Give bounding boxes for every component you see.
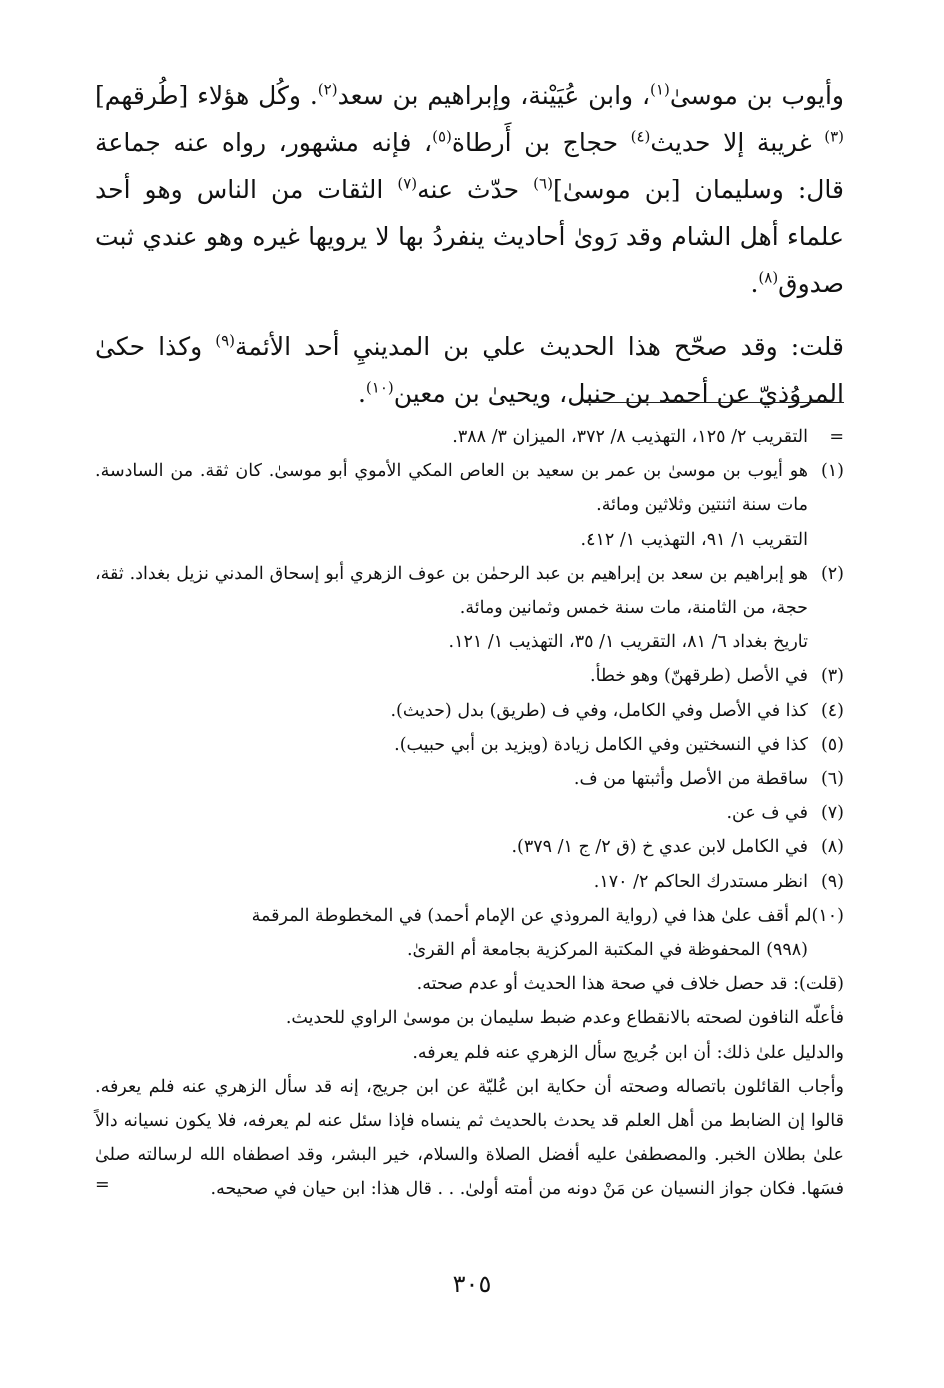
footnote-text: فأعلّه النافون لصحته بالانقطاع وعدم ضبط سليمان بن موسىٰ الراوي للحديث.: [285, 1008, 844, 1029]
footnote-text: في الكامل لابن عدي خ (ق ٢/ ج ١/ ٣٧٩).: [511, 837, 808, 858]
footnote-text: في الأصل (طرقهنّ) وهو خطأ.: [590, 666, 808, 687]
text-run: .: [750, 269, 759, 298]
footnote-text: كذا في الأصل وفي الكامل، وفي ف (طريق) بدل (حديث).: [390, 700, 808, 721]
footnote-number: (٩): [820, 871, 844, 892]
continuation-mark: =: [829, 427, 844, 447]
footnote-separator: [584, 402, 844, 403]
footnote-item: [95, 830, 844, 864]
footnote-ref[interactable]: (٧): [397, 174, 418, 193]
footnote-ref[interactable]: (٨): [758, 268, 779, 287]
footnote-text: ساقطة من الأصل وأثبتها من ف.: [573, 769, 808, 790]
footnote-text: (٩٩٨) المحفوظة في المكتبة المركزية بجامعة أم القرىٰ.: [406, 940, 808, 961]
footnote-text: (قلت): قد حصل خلاف في صحة هذا الحديث أو عدم صحته.: [416, 974, 844, 995]
footnote-number: (٣): [820, 666, 844, 687]
footnote-number: (١): [820, 461, 844, 482]
footnote-text: انظر مستدرك الحاكم ٢/ ١٧٠.: [593, 871, 808, 892]
footnote-ref[interactable]: (١): [650, 80, 670, 99]
footnote-item: [95, 694, 844, 728]
footnote-number: (٦): [820, 769, 844, 790]
footnote-item: [95, 659, 844, 693]
footnote-number: (١٠): [811, 905, 844, 926]
footnote-number: (٥): [820, 734, 844, 755]
text-run: قلت: وقد صحّح هذا الحديث علي بن المدينيِ أحد الأئمة: [235, 332, 844, 361]
footnote-continuation: [95, 420, 844, 454]
text-run: حدّث عنه: [417, 175, 534, 204]
footnote-item-10: [95, 899, 844, 1207]
footnotes: [95, 420, 844, 1207]
footnote-item: [95, 728, 844, 762]
footnote-ref[interactable]: (٢): [317, 80, 338, 99]
footnote-item: [95, 454, 844, 557]
footnote-text: تاريخ بغداد ٦/ ٨١، التقريب ١/ ٣٥، التهذيب ١/ ١٢١.: [448, 632, 808, 653]
footnote-ref[interactable]: (١٠): [365, 378, 394, 397]
footnote-text: في ف عن.: [726, 803, 808, 824]
footnote-item: [95, 762, 844, 796]
text-run: الثقات من الناس وهو أحد علماء أهل الشام وقد رَوىٰ أحاديث ينفردُ بها لا يرويها غيره وهو عندي ثبت صدوق: [95, 175, 844, 298]
text-run: غريبة إلا حديث: [650, 128, 825, 157]
text-run: . وكُل هؤلاء [طُرقهم]: [95, 81, 318, 110]
footnote-text: التقريب ١/ ٩١، التهذيب ١/ ٤١٢.: [580, 529, 808, 550]
footnote-item: [95, 865, 844, 899]
footnote-ref[interactable]: (٦): [533, 174, 553, 193]
footnote-text: والدليل علىٰ ذلك: أن ابن جُريج سأل الزهري عنه فلم يعرفه.: [412, 1042, 844, 1063]
text-run: ، وابن عُيَيْنة، وإبراهيم بن سعد: [337, 81, 651, 110]
page-number: ٣٠٥: [452, 1270, 492, 1298]
continuation-mark: =: [95, 1175, 110, 1196]
footnote-number: (٢): [820, 563, 844, 584]
footnote-ref[interactable]: (٣): [824, 127, 845, 146]
footnote-item: [95, 796, 844, 830]
footnote-ref[interactable]: (٥): [432, 127, 452, 146]
footnote-number: (٤): [820, 700, 844, 721]
main-text: [95, 72, 844, 417]
footnote-item: [95, 557, 844, 660]
footnote-text: هو إبراهيم بن سعد بن إبراهيم بن عبد الرحمٰن بن عوف الزهري أبو إسحاق المدني نزيل بغداد. ثقة، حجة، من الثامنة، مات سنة خمس وثمانين ومائة.: [95, 563, 808, 619]
footnote-text: هو أيوب بن موسىٰ بن عمر بن سعيد بن العاص المكي الأموي أبو موسىٰ. كان ثقة. من السادسة. مات سنة اثنتين وثلاثين ومائة.: [95, 461, 808, 516]
text-run: وأيوب بن موسىٰ: [669, 81, 844, 110]
footnote-text: كذا في النسختين وفي الكامل زيادة (ويزيد بن أبي حبيب).: [394, 734, 808, 755]
footnote-number: (٨): [820, 837, 844, 858]
text-run: وكذا حكىٰ المروُذيّ عن أحمد بن حنبل، ويحيىٰ بن معين: [95, 332, 844, 408]
footnote-text: التقريب ٢/ ١٢٥، التهذيب ٨/ ٣٧٢، الميزان ٣/ ٣٨٨.: [452, 427, 808, 447]
text-run: .: [357, 379, 366, 408]
footnote-ref[interactable]: (٩): [215, 331, 236, 350]
footnote-number: (٧): [820, 803, 844, 824]
text-run: ، فإنه مشهور، رواه عنه جماعة قال: وسليمان [بن موسىٰ]: [95, 128, 844, 204]
footnote-ref[interactable]: (٤): [630, 127, 651, 146]
main-paragraph-1: [95, 72, 844, 307]
text-run: حجاج بن أَرطاة: [451, 128, 631, 157]
footnote-text: وأجاب القائلون باتصاله وصحته أن حكاية ابن عُليّة عن ابن جريج، إنه قد سأل الزهري عنه فلم يعرفه. قالوا إن الضابط من أهل العلم قد يحدث بالحديث ثم ينساه فإذا سئل عنه لم يعرفه، فلا يكون نسيانه دالاً علىٰ بطلان الخبر. والمصطفىٰ عليه أفضل الصلاة والسلام، خير البشر، وقد اصطفاه الله لرسالته صلىٰ فسَها. فكان جواز النسيان عن مَنْ دونه من أمته أولىٰ. . . قال هذا: ابن حيان في صحيحه.: [95, 1076, 844, 1200]
footnote-text: لم أقف علىٰ هذا في (رواية المروذي عن الإمام أحمد) في المخطوطة المرقمة: [251, 905, 812, 926]
